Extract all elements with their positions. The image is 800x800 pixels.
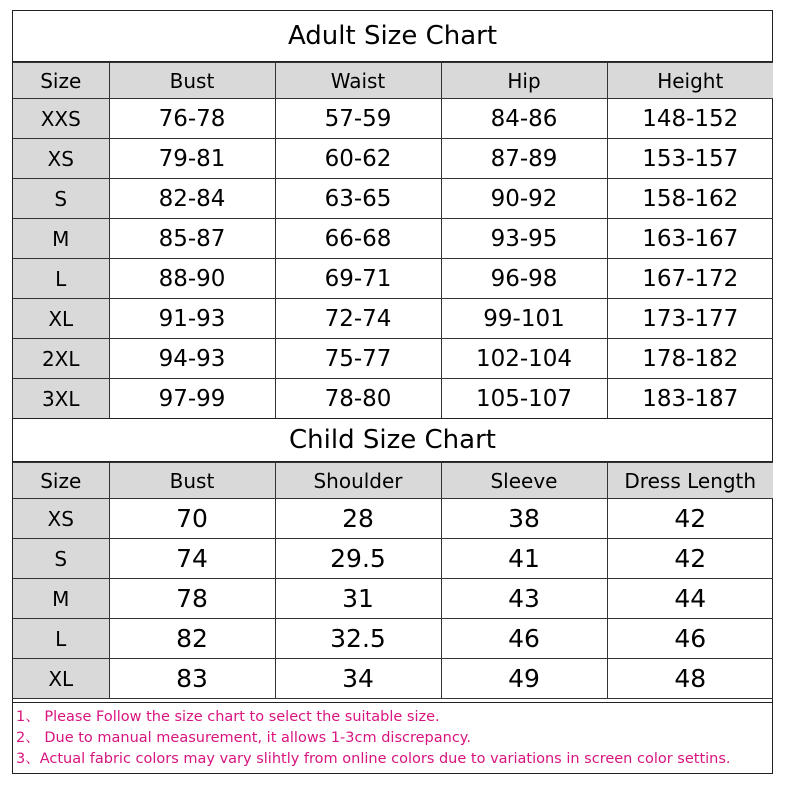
table-row [13,179,773,219]
measurement-cell: 87-89 [441,139,607,179]
measurement-cell: 96-98 [441,259,607,299]
size-label-cell: 3XL [13,379,109,419]
measurement-cell: 85-87 [109,219,275,259]
measurement-cell: 74 [109,539,275,579]
measurement-cell: 46 [441,619,607,659]
measurement-cell: 75-77 [275,339,441,379]
size-label-cell: XL [13,299,109,339]
table-row [13,539,773,579]
measurement-cell: 34 [275,659,441,699]
measurement-cell: 158-162 [607,179,773,219]
child-header-sleeve: Sleeve [441,463,607,499]
measurement-cell: 78-80 [275,379,441,419]
table-row [13,99,773,139]
measurement-cell: 94-93 [109,339,275,379]
measurement-cell: 178-182 [607,339,773,379]
measurement-cell: 82 [109,619,275,659]
measurement-cell: 88-90 [109,259,275,299]
measurement-cell: 43 [441,579,607,619]
child-header-bust: Bust [109,463,275,499]
measurement-cell: 76-78 [109,99,275,139]
size-label-cell: XXS [13,99,109,139]
size-label-cell: M [13,219,109,259]
table-row [13,299,773,339]
measurement-cell: 60-62 [275,139,441,179]
table-row [13,579,773,619]
size-label-cell: XS [13,139,109,179]
measurement-cell: 102-104 [441,339,607,379]
measurement-cell: 69-71 [275,259,441,299]
size-label-cell: S [13,179,109,219]
measurement-cell: 90-92 [441,179,607,219]
table-row [13,659,773,699]
measurement-cell: 167-172 [607,259,773,299]
size-label-cell: XS [13,499,109,539]
size-label-cell: L [13,619,109,659]
measurement-cell: 183-187 [607,379,773,419]
adult-header-waist: Waist [275,63,441,99]
child-chart-title: Child Size Chart [13,418,772,462]
measurement-cell: 57-59 [275,99,441,139]
note-3: 3、Actual fabric colors may vary slihtly from online colors due to variations in screen color settins. [16,751,731,767]
table-row [13,259,773,299]
measurement-cell: 29.5 [275,539,441,579]
measurement-cell: 153-157 [607,139,773,179]
child-header-shoulder: Shoulder [275,463,441,499]
size-label-cell: L [13,259,109,299]
measurement-cell: 105-107 [441,379,607,419]
size-label-cell: M [13,579,109,619]
measurement-cell: 66-68 [275,219,441,259]
table-row [13,139,773,179]
measurement-cell: 72-74 [275,299,441,339]
measurement-cell: 42 [607,539,773,579]
note-2: 2、 Due to manual measurement, it allows 1-3cm discrepancy. [16,730,471,746]
measurement-cell: 46 [607,619,773,659]
measurement-cell: 42 [607,499,773,539]
size-label-cell: S [13,539,109,579]
size-label-cell: 2XL [13,339,109,379]
measurement-cell: 49 [441,659,607,699]
measurement-cell: 163-167 [607,219,773,259]
table-row [13,499,773,539]
adult-header-bust: Bust [109,63,275,99]
size-chart-frame [12,10,773,774]
measurement-cell: 83 [109,659,275,699]
adult-size-table [13,62,773,419]
table-row [13,339,773,379]
measurement-cell: 78 [109,579,275,619]
measurement-cell: 44 [607,579,773,619]
notes-section [13,702,772,774]
measurement-cell: 32.5 [275,619,441,659]
measurement-cell: 82-84 [109,179,275,219]
note-1: 1、 Please Follow the size chart to select the suitable size. [16,709,440,725]
measurement-cell: 63-65 [275,179,441,219]
measurement-cell: 93-95 [441,219,607,259]
child-size-table [13,462,773,699]
table-row [13,219,773,259]
measurement-cell: 91-93 [109,299,275,339]
measurement-cell: 97-99 [109,379,275,419]
measurement-cell: 38 [441,499,607,539]
child-header-size: Size [13,463,109,499]
measurement-cell: 173-177 [607,299,773,339]
adult-chart-title: Adult Size Chart [13,11,772,62]
measurement-cell: 79-81 [109,139,275,179]
measurement-cell: 99-101 [441,299,607,339]
table-row [13,379,773,419]
size-label-cell: XL [13,659,109,699]
adult-header-hip: Hip [441,63,607,99]
measurement-cell: 48 [607,659,773,699]
adult-header-height: Height [607,63,773,99]
measurement-cell: 41 [441,539,607,579]
measurement-cell: 28 [275,499,441,539]
adult-header-row [13,63,773,99]
measurement-cell: 70 [109,499,275,539]
measurement-cell: 31 [275,579,441,619]
child-header-row [13,463,773,499]
measurement-cell: 84-86 [441,99,607,139]
adult-header-size: Size [13,63,109,99]
measurement-cell: 148-152 [607,99,773,139]
table-row [13,619,773,659]
child-header-dress-length: Dress Length [607,463,773,499]
